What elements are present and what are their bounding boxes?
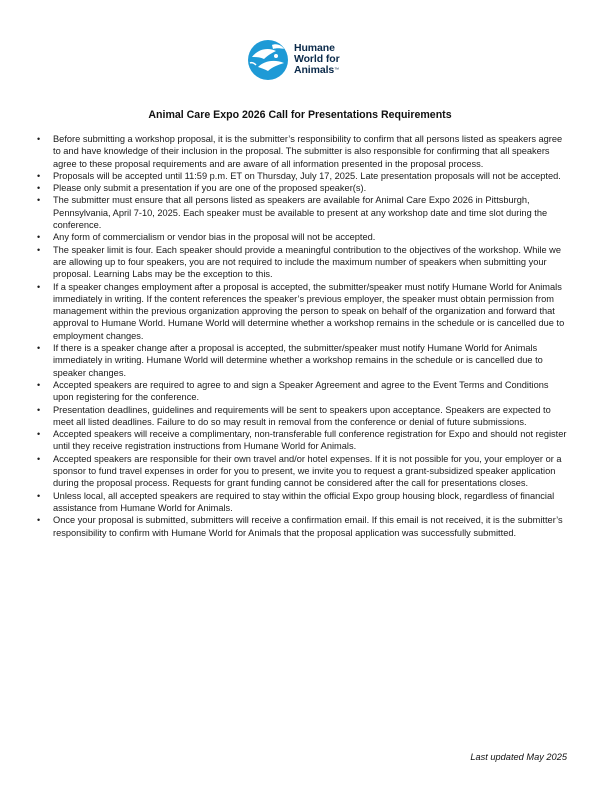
logo-line-3: Animals: [294, 64, 335, 76]
logo-line-1: Humane: [294, 42, 335, 54]
requirements-list: [37, 133, 567, 539]
requirement-item: • Unless local, all accepted speakers are required to stay within the official Expo group housing block, regardless of financial assistance from Humane World for Animals.: [37, 490, 567, 515]
requirement-item: • If a speaker changes employment after a proposal is accepted, the submitter/speaker must notify Humane World for Animals immediately in writing. If the content references the speaker’s previous employer, the speaker must obtain permission from management within the previous organization approving the person to speak on behalf of the organization and forward that approval to Humane World. Humane World will determine whether a workshop remains in the schedule or is cancelled due to employment changes.: [37, 281, 567, 342]
requirement-item: • Accepted speakers will receive a complimentary, non-transferable full conference registration for Expo and should not register until they receive registration instructions from Humane World for Animals.: [37, 428, 567, 453]
requirement-item: • Please only submit a presentation if you are one of the proposed speaker(s).: [37, 182, 567, 194]
logo: [246, 37, 356, 83]
document-title: Animal Care Expo 2026 Call for Presentations Requirements: [148, 109, 452, 121]
trademark-symbol: ™: [334, 67, 340, 73]
requirement-item: • The submitter must ensure that all persons listed as speakers are available for Animal Care Expo 2026 in Pittsburgh, Pennsylvania, April 7-10, 2025. Each speaker must be available to present at any workshop date and time slot during the conference.: [37, 194, 567, 231]
requirement-item: • Presentation deadlines, guidelines and requirements will be sent to speakers upon acceptance. Speakers are expected to meet all listed deadlines. Failure to do so may result in removal from the conference or denial of future submissions.: [37, 404, 567, 429]
requirement-item: • Once your proposal is submitted, submitters will receive a confirmation email. If this email is not received, it is the submitter’s responsibility to confirm with Humane World for Animals that the proposal application was successfully submitted.: [37, 514, 567, 539]
requirement-item: • Proposals will be accepted until 11:59 p.m. ET on Thursday, July 17, 2025. Late presentation proposals will not be accepted.: [37, 170, 567, 182]
globe-animals-icon: [246, 37, 292, 83]
logo-wordmark: [294, 43, 340, 76]
requirement-item: • Accepted speakers are required to agree to and sign a Speaker Agreement and agree to the Event Terms and Conditions upon registering for the conference.: [37, 379, 567, 404]
logo-line-2: World for: [294, 53, 340, 65]
requirement-item: • The speaker limit is four. Each speaker should provide a meaningful contribution to the objectives of the workshop. While we are allowing up to four speakers, you are not required to include the maximum number of speakers when submitting your proposal. Learning Labs may be the exception to this.: [37, 244, 567, 281]
requirement-item: • Any form of commercialism or vendor bias in the proposal will not be accepted.: [37, 231, 567, 243]
last-updated-note: Last updated May 2025: [470, 752, 567, 762]
requirement-item: • If there is a speaker change after a proposal is accepted, the submitter/speaker must notify Humane World for Animals immediately in writing. Humane World will determine whether a workshop remains in the schedule or is cancelled due to speaker changes.: [37, 342, 567, 379]
requirement-item: • Accepted speakers are responsible for their own travel and/or hotel expenses. If it is not possible for you, your employer or a sponsor to fund travel expenses in order for you to present, we invite you to request a grant-subsidized speaker application during the proposal process. Requests for grant funding cannot be considered after the call for presentations closes.: [37, 453, 567, 490]
requirement-item: • Before submitting a workshop proposal, it is the submitter’s responsibility to confirm that all persons listed as speakers agree to and have knowledge of their inclusion in the proposal. The submitter is also responsible for confirming that all speakers agree to these proposal requirements and are aware of all information presented in the proposal process.: [37, 133, 567, 170]
